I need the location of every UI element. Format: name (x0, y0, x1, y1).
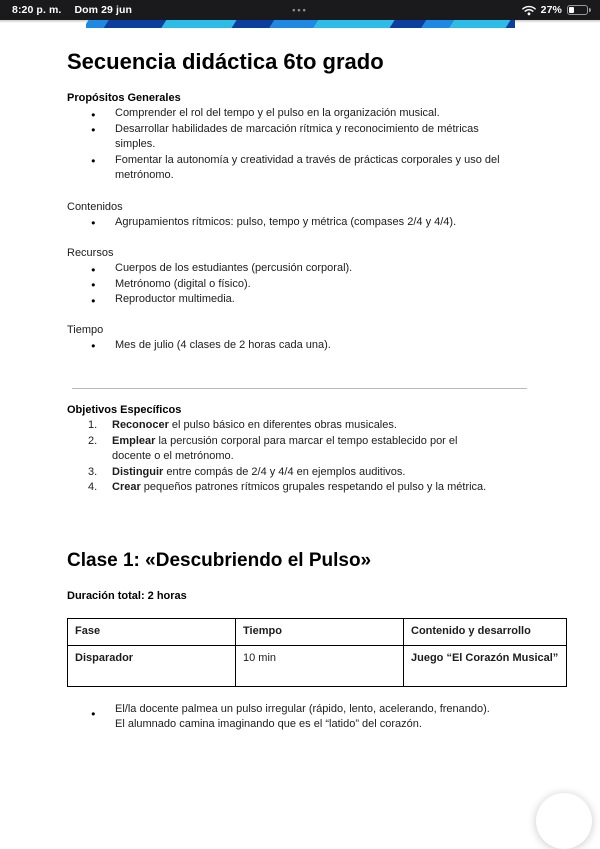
clock-label: 8:20 p. m. (12, 4, 62, 16)
bullet-icon: ● (91, 708, 96, 718)
activity-bullet-block (67, 702, 566, 733)
table-header-tiempo: Tiempo (236, 618, 404, 645)
heading-objetivos: Objetivos Específicos (67, 404, 182, 416)
status-bar (0, 0, 600, 20)
band-stripe (232, 20, 275, 28)
table-cell-fase: Disparador (68, 645, 236, 686)
list-item-text: la percusión corporal para marcar el tempo establecido por el docente o el metrónomo. (112, 434, 458, 462)
list-number: 2. (88, 434, 98, 447)
list-number: 3. (88, 465, 98, 478)
bullet-icon: ● (91, 295, 96, 305)
wifi-icon (522, 5, 536, 16)
list-item (67, 338, 500, 354)
contenidos-list (67, 215, 566, 231)
list-item (67, 215, 500, 231)
list-item-text: pequeños patrones rítmicos grupales respetando el pulso y la métrica. (140, 481, 487, 493)
table-cell-contenido: Juego “El Corazón Musical” (404, 645, 567, 686)
list-item (67, 480, 497, 496)
list-item-text: Fomentar la autonomía y creatividad a través de prácticas corporales y uso del metrónomo. (115, 153, 500, 181)
clase-1-table (67, 618, 567, 687)
list-item (67, 153, 500, 184)
list-item (67, 261, 500, 277)
list-item-text: Agrupamientos rítmicos: pulso, tempo y métrica (compases 2/4 y 4/4). (115, 215, 457, 228)
list-item (67, 292, 500, 308)
list-item-text: Metrónomo (digital o físico). (115, 277, 251, 290)
edit-fab-button[interactable] (536, 793, 592, 849)
list-item-text: Desarrollar habilidades de marcación rítmica y reconocimiento de métricas simples. (115, 122, 479, 150)
bullet-icon: ● (91, 109, 96, 119)
band-stripe (450, 20, 511, 28)
heading-propositos: Propósitos Generales (67, 92, 181, 104)
list-item (67, 418, 497, 434)
heading-contenidos: Contenidos (67, 200, 123, 213)
objective-verb: Reconocer (112, 419, 169, 431)
wallpaper-band (86, 20, 515, 28)
heading-clase-1: Clase 1: «Descubriendo el Pulso» (67, 549, 372, 571)
propositos-list (67, 106, 566, 184)
duracion-label: Duración total: 2 horas (67, 589, 187, 602)
list-item (67, 277, 500, 293)
tiempo-list (67, 338, 566, 354)
doc-title: Secuencia didáctica 6to grado (67, 49, 384, 74)
bullet-icon: ● (91, 280, 96, 289)
list-item-text: el pulso básico en diferentes obras musicales. (168, 419, 397, 431)
bullet-icon: ● (91, 341, 96, 350)
band-stripe (104, 20, 167, 28)
band-stripe (314, 20, 395, 28)
heading-tiempo: Tiempo (67, 323, 104, 336)
list-item (67, 465, 497, 481)
objective-verb: Crear (112, 481, 141, 493)
band-stripe (162, 20, 237, 28)
battery-percent-label: 27% (540, 4, 562, 16)
activity-line-2-clipped: El alumnado camina imaginando que es el “latido” del corazón. (115, 718, 422, 730)
multitasking-dots-icon: ••• (292, 5, 308, 15)
section-divider (72, 388, 527, 389)
table-header-row (68, 618, 567, 645)
list-item-text: Comprender el rol del tempo y el pulso en la organización musical. (115, 107, 440, 119)
list-item (67, 106, 500, 122)
list-item-text: Mes de julio (4 clases de 2 horas cada una). (115, 338, 331, 351)
list-item (67, 434, 497, 465)
list-item-text: Reproductor multimedia. (115, 293, 235, 305)
objective-verb: Distinguir (112, 465, 164, 478)
band-stripe (270, 20, 319, 28)
list-item-text: entre compás de 2/4 y 4/4 en ejemplos auditivos. (163, 465, 406, 478)
bullet-icon: ● (91, 125, 96, 134)
activity-line-1: El/la docente palmea un pulso irregular (rápido, lento, acelerando, frenando). (115, 702, 490, 715)
table-header-contenido: Contenido y desarrollo (404, 618, 567, 645)
date-label: Dom 29 jun (74, 4, 133, 16)
bullet-icon: ● (91, 264, 96, 274)
objetivos-list (67, 418, 566, 496)
list-item-text: Cuerpos de los estudiantes (percusión corporal). (115, 262, 353, 274)
list-number: 1. (88, 419, 98, 431)
bullet-icon: ● (91, 156, 96, 165)
table-header-fase: Fase (68, 618, 236, 645)
table-row (68, 645, 567, 686)
list-item (67, 122, 500, 153)
table-cell-tiempo: 10 min (236, 645, 404, 686)
list-number: 4. (88, 481, 98, 493)
recursos-list (67, 261, 566, 308)
objective-verb: Emplear (112, 434, 156, 447)
heading-recursos: Recursos (67, 247, 114, 259)
battery-icon (567, 5, 588, 15)
bullet-icon: ● (91, 218, 96, 227)
document-canvas[interactable] (0, 28, 600, 800)
